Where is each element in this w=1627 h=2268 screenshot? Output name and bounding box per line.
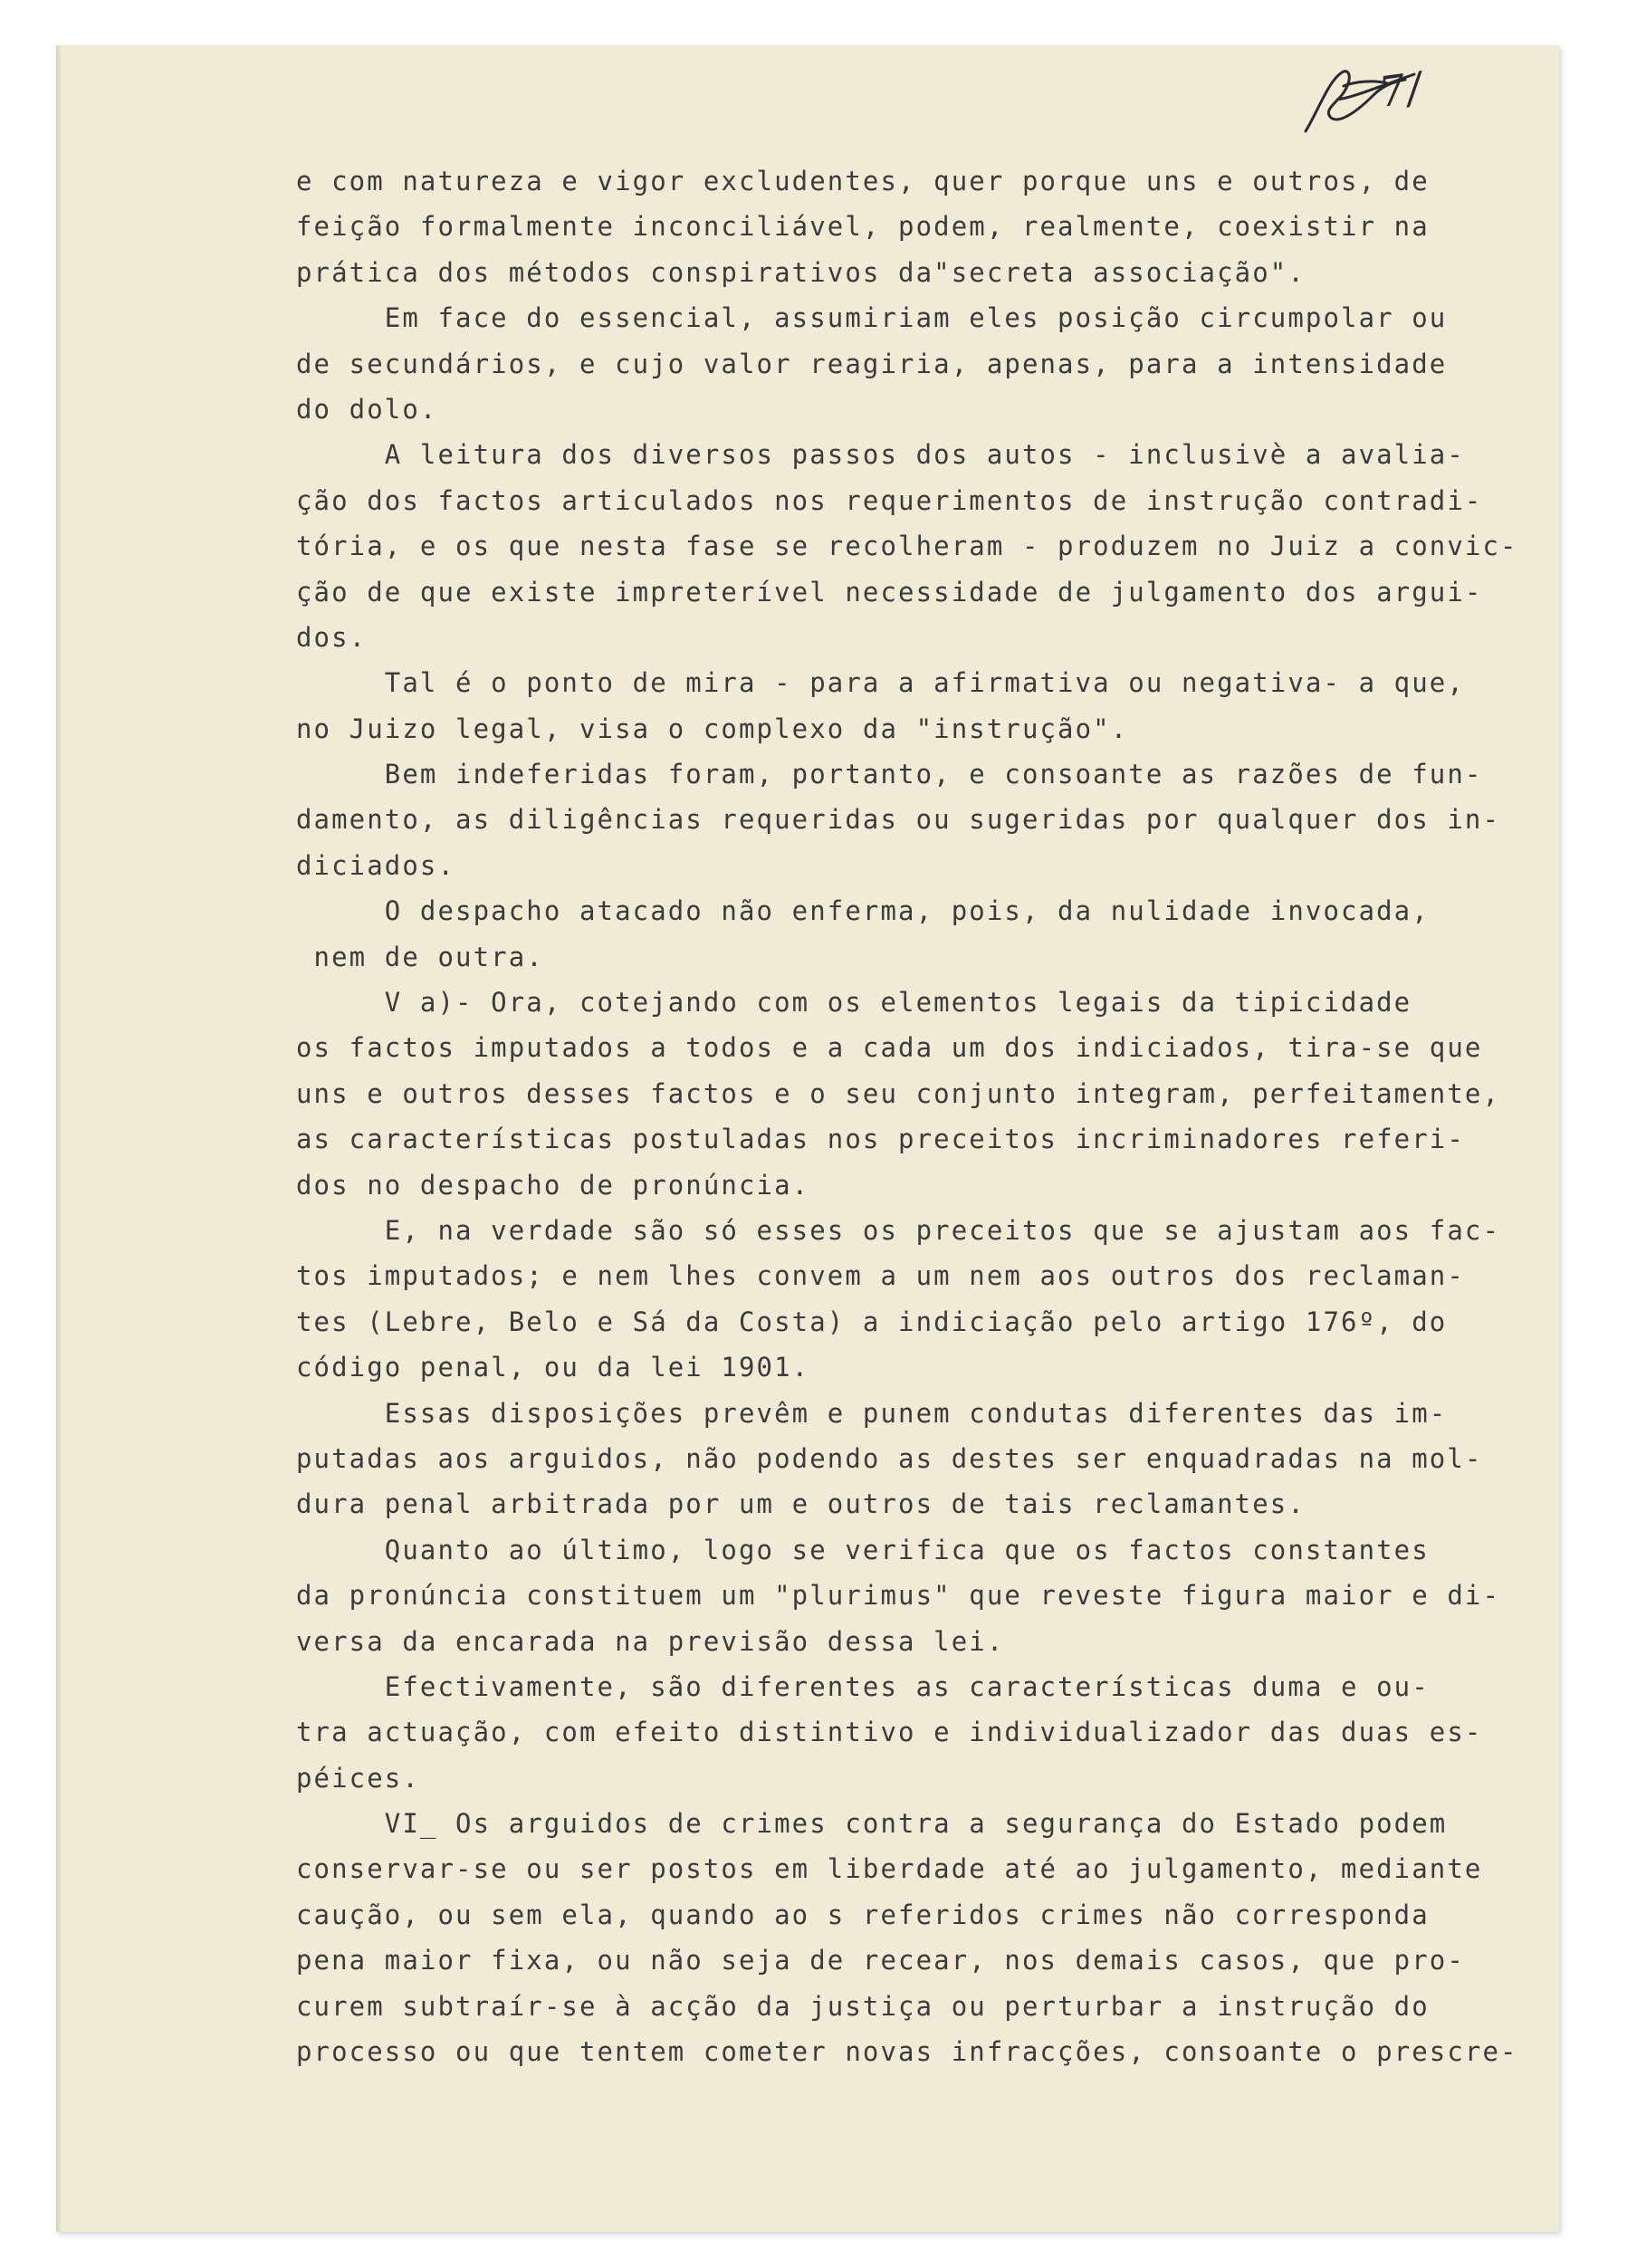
text-line: péices.: [296, 1762, 420, 1794]
text-line: E, na verdade são só esses os preceitos que se ajustam aos fac-: [296, 1214, 1501, 1246]
text-line: tória, e os que nesta fase se recolheram - produzem no Juiz a convic-: [296, 531, 1518, 562]
text-line: pena maior fixa, ou não seja de recear, nos demais casos, que pro-: [296, 1945, 1465, 1976]
text-line: Tal é o ponto de mira - para a afirmativa ou negativa- a que,: [296, 667, 1465, 699]
text-line: tes (Lebre, Belo e Sá da Costa) a indiciação pelo artigo 176º, do: [296, 1306, 1448, 1337]
text-line: O despacho atacado não enferma, pois, da nulidade invocada,: [296, 895, 1430, 927]
text-line: putadas aos arguidos, não podendo as destes ser enquadradas na mol-: [296, 1442, 1483, 1474]
text-line: dos no despacho de pronúncia.: [296, 1169, 810, 1201]
text-line: Quanto ao último, logo se verifica que os factos constantes: [296, 1534, 1430, 1565]
text-line: as características postuladas nos preceitos incriminadores referi-: [296, 1124, 1465, 1155]
text-line: tra actuação, com efeito distintivo e individualizador das duas es-: [296, 1717, 1483, 1748]
text-line: V a)- Ora, cotejando com os elementos legais da tipicidade: [296, 987, 1412, 1019]
text-line: dos.: [296, 621, 368, 653]
text-line: versa da encarada na previsão dessa lei.: [296, 1625, 1005, 1657]
text-line: dura penal arbitrada por um e outros de tais reclamantes.: [296, 1488, 1306, 1520]
text-line: feição formalmente inconciliável, podem, realmente, coexistir na: [296, 211, 1430, 243]
text-line: do dolo.: [296, 393, 438, 425]
text-line: caução, ou sem ela, quando ao s referidos crimes não corresponda: [296, 1899, 1430, 1930]
text-line: nem de outra.: [296, 941, 544, 972]
text-line: damento, as diligências requeridas ou sugeridas por qualquer dos in-: [296, 804, 1501, 836]
text-line: da pronúncia constituem um "plurimus" que reveste figura maior e di-: [296, 1580, 1501, 1612]
text-line: conservar-se ou ser postos em liberdade até ao julgamento, mediante: [296, 1853, 1483, 1885]
text-line: prática dos métodos conspirativos da"secreta associação".: [296, 256, 1306, 288]
text-line: VI_ Os arguidos de crimes contra a segurança do Estado podem: [296, 1808, 1448, 1840]
text-line: Em face do essencial, assumiriam eles posição circumpolar ou: [296, 302, 1448, 334]
text-line: ção de que existe impreterível necessidade de julgamento dos argui-: [296, 576, 1483, 608]
text-line: no Juizo legal, visa o complexo da "instrução".: [296, 713, 1129, 744]
paper-sheet: [56, 45, 1559, 2232]
text-line: diciados.: [296, 849, 456, 881]
text-line: Essas disposições prevêm e punem condutas diferentes das im-: [296, 1397, 1448, 1429]
document-body: [296, 158, 1627, 2074]
text-line: código penal, ou da lei 1901.: [296, 1352, 810, 1383]
text-line: A leitura dos diversos passos dos autos - inclusivè a avalia-: [296, 439, 1465, 471]
text-line: de secundários, e cujo valor reagiria, apenas, para a intensidade: [296, 348, 1448, 379]
text-line: uns e outros desses factos e o seu conjunto integram, perfeitamente,: [296, 1077, 1501, 1109]
text-line: Bem indeferidas foram, portanto, e consoante as razões de fun-: [296, 759, 1483, 790]
paper-edge: [56, 45, 62, 2232]
text-line: Efectivamente, são diferentes as características duma e ou-: [296, 1670, 1430, 1702]
text-line: tos imputados; e nem lhes convem a um nem aos outros dos reclaman-: [296, 1260, 1465, 1292]
text-line: os factos imputados a todos e a cada um dos indiciados, tira-se que: [296, 1032, 1483, 1064]
text-line: curem subtraír-se à acção da justiça ou perturbar a instrução do: [296, 1990, 1430, 2022]
text-line: e com natureza e vigor excludentes, quer porque uns e outros, de: [296, 166, 1430, 196]
page-number: 7/: [1375, 62, 1427, 118]
text-line: ção dos factos articulados nos requerimentos de instrução contradi-: [296, 484, 1483, 516]
text-line: processo ou que tentem cometer novas infracções, consoante o prescre-: [296, 2036, 1518, 2068]
handwritten-signature: [1287, 54, 1423, 145]
